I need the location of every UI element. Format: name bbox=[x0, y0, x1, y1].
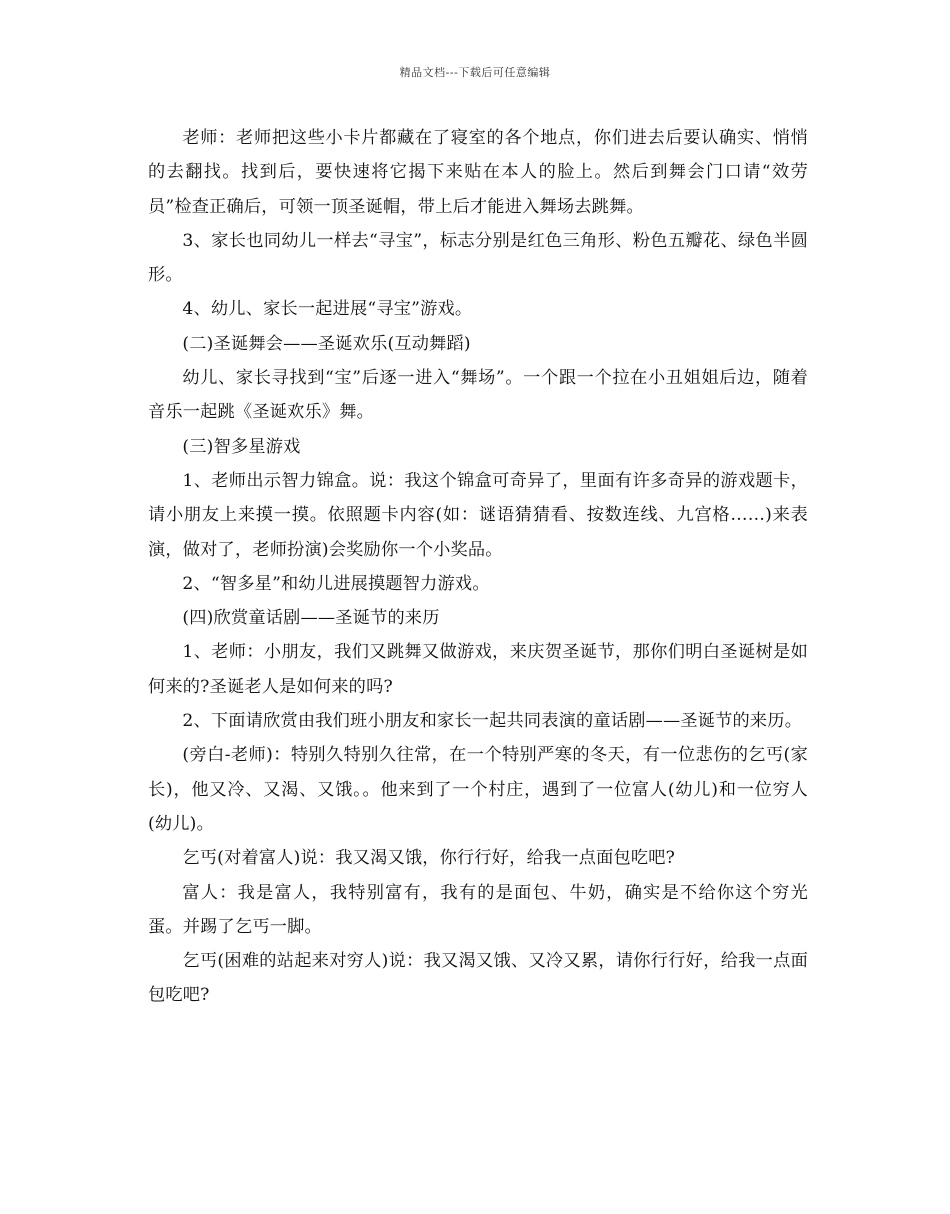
section-heading: (二)圣诞舞会——圣诞欢乐(互动舞蹈) bbox=[182, 333, 471, 354]
section-heading: (四)欣赏童话剧——圣诞节的来历 bbox=[182, 608, 440, 629]
paragraph: 1、老师：小朋友，我们又跳舞又做游戏，来庆贺圣诞节，那你们明白圣诞树是如何来的?圣诞老人是如何来的吗? bbox=[148, 642, 808, 697]
paragraph: 富人：我是富人，我特别富有，我有的是面包、牛奶，确实是不给你这个穷光蛋。并踢了乞丐一脚。 bbox=[148, 882, 808, 937]
paragraph: 幼儿、家长寻找到“宝”后逐一进入“舞场”。一个跟一个拉在小丑姐姐后边，随着音乐一起跳《圣诞欢乐》舞。 bbox=[148, 368, 808, 423]
paragraph: 乞丐(对着富人)说：我又渴又饿，你行行好，给我一点面包吃吧? bbox=[182, 848, 676, 869]
paragraph: 3、家长也同幼儿一样去“寻宝”，标志分别是红色三角形、粉色五瓣花、绿色半圆形。 bbox=[148, 230, 808, 286]
paragraph: 乞丐(困难的站起来对穷人)说：我又渴又饿、又冷又累，请你行行好，给我一点面包吃吧? bbox=[148, 951, 808, 1006]
page-header: 精品文档---下载后可任意编辑 bbox=[399, 66, 551, 79]
paragraph: 2、下面请欣赏由我们班小朋友和家长一起共同表演的童话剧——圣诞节的来历。 bbox=[182, 711, 803, 732]
section-heading: (三)智多星游戏 bbox=[182, 436, 301, 457]
paragraph: (旁白-老师)：特别久特别久往常，在一个特别严寒的冬天，有一位悲伤的乞丐(家长)，他又冷、又渴、又饿。。他来到了一个村庄，遇到了一位富人(幼儿)和一位穷人(幼儿)。 bbox=[148, 745, 808, 834]
paragraph: 1、老师出示智力锦盒。说：我这个锦盒可奇异了，里面有许多奇异的游戏题卡，请小朋友上来摸一摸。依照题卡内容(如：谜语猜猜看、按数连线、九宫格……)来表演，做对了，老师扮演)会奖励你一个小奖品。 bbox=[148, 470, 808, 560]
document-body bbox=[148, 121, 808, 1013]
paragraph: 2、“智多星”和幼儿进展摸题智力游戏。 bbox=[182, 573, 490, 594]
paragraph: 4、幼儿、家长一起进展“寻宝”游戏。 bbox=[182, 299, 473, 320]
paragraph: 老师：老师把这些小卡片都藏在了寝室的各个地点，你们进去后要认确实、悄悄的去翻找。找到后，要快速将它揭下来贴在本人的脸上。然后到舞会门口请“效劳员”检查正确后，可领一顶圣诞帽，带上后才能进入舞场去跳舞。 bbox=[148, 128, 808, 217]
